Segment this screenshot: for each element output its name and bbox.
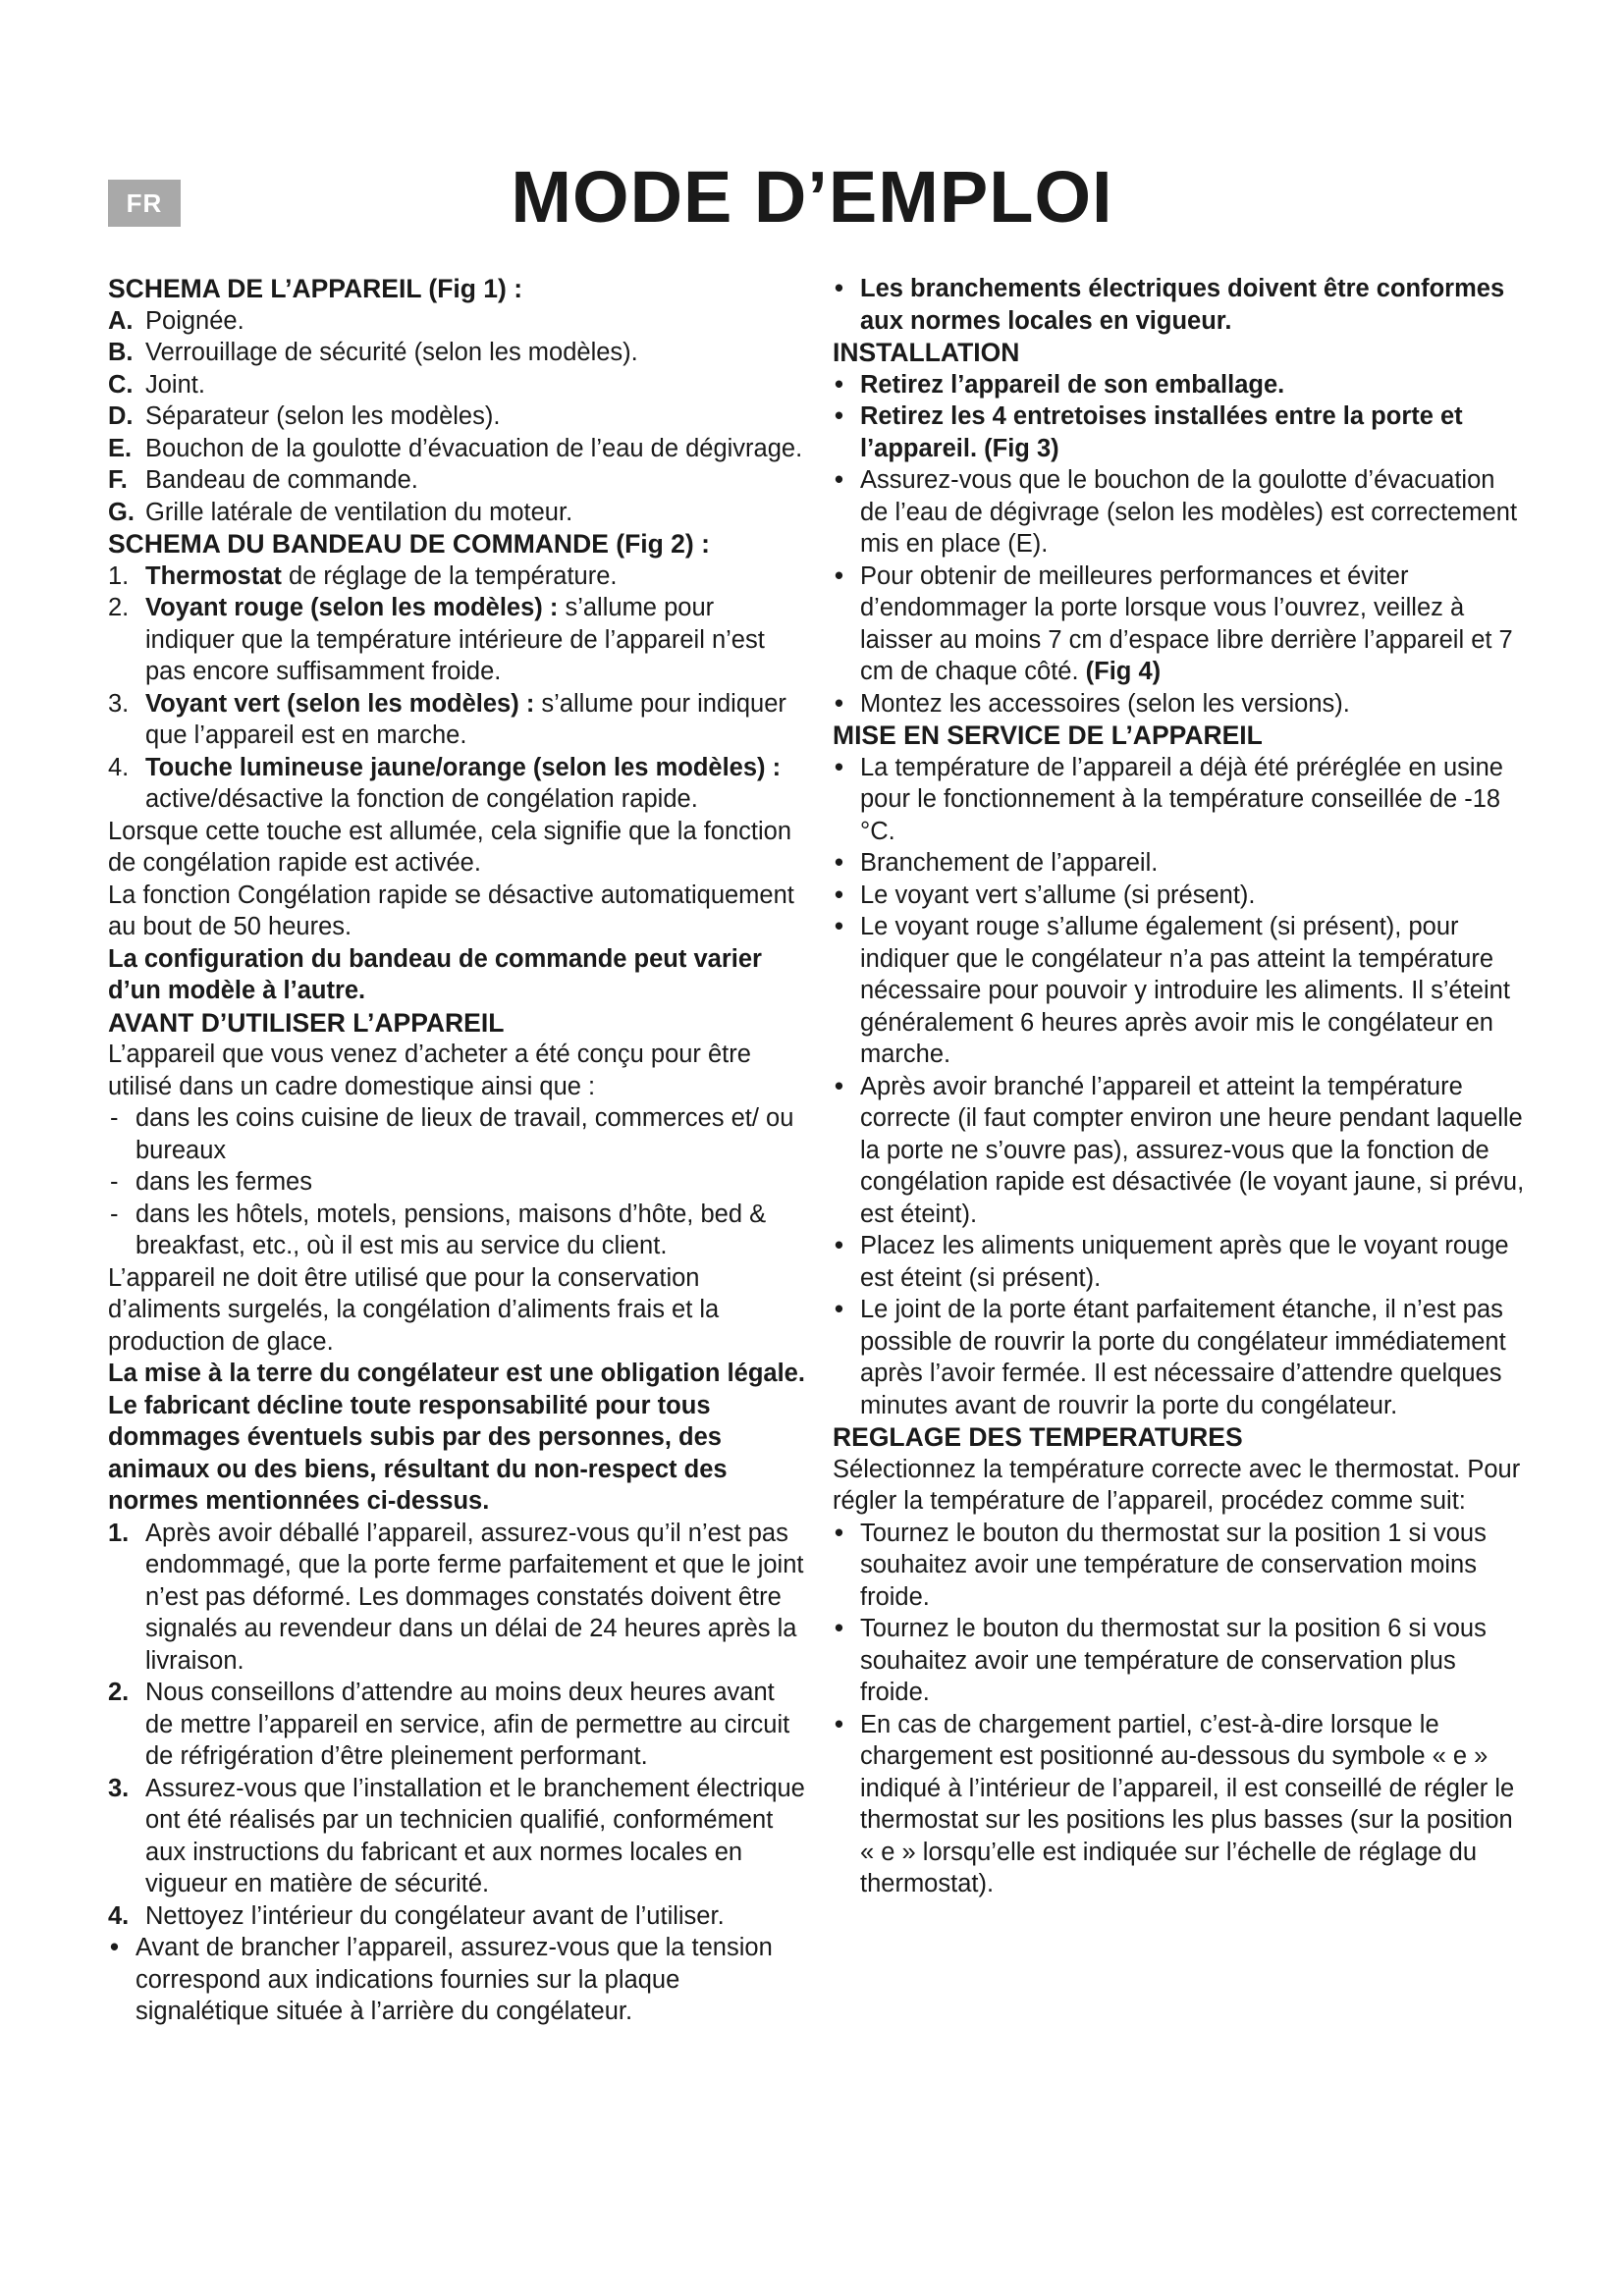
item-letter: E. <box>108 434 133 462</box>
bullet-marker: • <box>835 913 843 940</box>
bullet-marker: • <box>835 561 843 590</box>
paragraph: Lorsque cette touche est allumée, cela signifie que la fonction de congélation rapide est activée. <box>108 817 792 877</box>
item-text: Avant de brancher l’appareil, assurez-vous que la tension correspond aux indications fournies sur la plaque signalétique située à l’arrière du congélateur. <box>135 1934 773 2025</box>
item-bold: Voyant rouge (selon les modèles) : <box>145 594 559 621</box>
bullet-marker: • <box>835 466 843 494</box>
item-number: 1. <box>108 561 130 590</box>
item-letter: D. <box>108 402 134 430</box>
right-column <box>833 273 1526 1900</box>
list-item <box>108 561 807 593</box>
item-text: s’allume pour indiquer que l’appareil est en marche. <box>145 689 786 749</box>
item-number: 2. <box>108 1679 130 1706</box>
section-title-installation: INSTALLATION <box>833 338 1020 367</box>
bullet-marker: • <box>835 402 843 430</box>
page-title: MODE D’EMPLOI <box>511 156 1113 238</box>
list-item <box>108 433 807 465</box>
bullet-marker: • <box>835 1615 843 1642</box>
item-text: Joint. <box>145 370 205 399</box>
item-text: Nous conseillons d’attendre au moins deux heures avant de mettre l’appareil en service, afin de permettre au circuit de réfrigération d’être pleinement performant. <box>145 1679 790 1770</box>
list-item <box>833 1709 1526 1900</box>
list-item <box>108 337 807 369</box>
list-item <box>833 1613 1526 1709</box>
item-text: Pour obtenir de meilleures performances et éviter d’endommager la porte lorsque vous l’ouvrez, veillez à laisser au moins 7 cm d’espace libre derrière l’appareil et 7 cm de chaque côté. <box>860 561 1513 685</box>
list-item <box>108 305 807 338</box>
item-letter: C. <box>108 370 134 399</box>
section-title-mise-en-service: MISE EN SERVICE DE L’APPAREIL <box>833 721 1263 750</box>
list-item <box>833 752 1526 848</box>
item-number: 4. <box>108 753 130 781</box>
bullet-marker: • <box>835 1072 843 1100</box>
item-text: Placez les aliments uniquement après que le voyant rouge est éteint (si présent). <box>860 1232 1509 1292</box>
item-text: Séparateur (selon les modèles). <box>145 402 501 430</box>
list-item <box>108 1932 807 2028</box>
list-item <box>833 911 1526 1071</box>
paragraph: L’appareil que vous venez d’acheter a été conçu pour être utilisé dans un cadre domestique ainsi que : <box>108 1041 751 1100</box>
item-number: 1. <box>108 1519 130 1547</box>
list-item <box>833 400 1526 464</box>
list-item <box>108 1102 807 1166</box>
bullet-marker: • <box>835 275 843 302</box>
item-bold: Thermostat <box>145 561 282 590</box>
list-item <box>833 847 1526 880</box>
electrical-notice <box>833 273 1526 337</box>
bold-note: La configuration du bandeau de commande peut varier d’un modèle à l’autre. <box>108 944 762 1004</box>
temperature-list <box>833 1518 1526 1900</box>
item-text: Bouchon de la goulotte d’évacuation de l’eau de dégivrage. <box>145 434 803 462</box>
list-item <box>833 1230 1526 1294</box>
bullet-marker: • <box>835 1519 843 1547</box>
bullet-marker: • <box>835 370 843 399</box>
item-bold: Voyant vert (selon les modèles) : <box>145 689 535 718</box>
appliance-parts-list <box>108 305 807 529</box>
list-item <box>108 464 807 497</box>
item-number: 2. <box>108 594 130 621</box>
item-text: dans les hôtels, motels, pensions, maisons d’hôte, bed & breakfast, etc., où il est mis au service du client. <box>135 1200 767 1259</box>
section-title-schema-bandeau: SCHEMA DU BANDEAU DE COMMANDE (Fig 2) : <box>108 529 710 559</box>
item-text: Le voyant rouge s’allume également (si présent), pour indiquer que le congélateur n’a pas atteint la température nécessaire pour pouvoir y introduire les aliments. Il s’éteint généralement 6 heures après avoir mis le congélateur en marche. <box>860 913 1510 1068</box>
list-item <box>833 1294 1526 1421</box>
list-item <box>108 1773 807 1900</box>
bullet-marker: • <box>835 689 843 718</box>
item-text: Tournez le bouton du thermostat sur la position 6 si vous souhaitez avoir une température de conservation plus froide. <box>860 1615 1487 1706</box>
list-item <box>108 592 807 688</box>
list-item <box>833 1518 1526 1614</box>
left-column <box>108 273 807 2028</box>
list-item <box>833 1071 1526 1231</box>
item-text: Retirez les 4 entretoises installées entre la porte et l’appareil. (Fig 3) <box>860 402 1463 462</box>
language-badge: FR <box>108 180 181 227</box>
item-text: Branchement de l’appareil. <box>860 849 1159 877</box>
list-item <box>833 688 1526 721</box>
list-item <box>108 1900 807 1933</box>
list-item <box>833 369 1526 401</box>
item-text: Tournez le bouton du thermostat sur la position 1 si vous souhaitez avoir une température de conservation moins froide. <box>860 1519 1487 1611</box>
bullet-marker: • <box>835 753 843 781</box>
usage-places-list <box>108 1102 807 1262</box>
bullet-marker: • <box>835 1232 843 1259</box>
item-text: Nettoyez l’intérieur du congélateur avant de l’utiliser. <box>145 1901 725 1930</box>
item-text: de réglage de la température. <box>281 561 618 590</box>
warning-text: La mise à la terre du congélateur est une obligation légale. Le fabricant décline toute responsabilité pour tous dommages éventuels subis par des personnes, des animaux ou des biens, résultant du non-respect des normes mentionnées ci-dessus. <box>108 1360 805 1515</box>
item-letter: G. <box>108 498 135 526</box>
dash-marker: - <box>110 1104 119 1132</box>
item-text: dans les coins cuisine de lieux de travail, commerces et/ ou bureaux <box>135 1104 794 1164</box>
item-text: s’allume pour indiquer que la température intérieure de l’appareil n’est pas encore suffisamment froide. <box>145 594 765 685</box>
bullet-marker: • <box>835 881 843 909</box>
item-text: Retirez l’appareil de son emballage. <box>860 370 1285 399</box>
bullet-marker: • <box>835 849 843 877</box>
paragraph: L’appareil ne doit être utilisé que pour la conservation d’aliments surgelés, la congélation d’aliments frais et la production de glace. <box>108 1263 720 1356</box>
startup-list <box>833 752 1526 1422</box>
list-item <box>108 1166 807 1199</box>
list-item <box>108 497 807 529</box>
list-item <box>833 464 1526 561</box>
item-text: Verrouillage de sécurité (selon les modèles). <box>145 339 638 366</box>
item-text: Après avoir branché l’appareil et atteint la température correcte (il faut compter environ une heure pendant laquelle la porte ne s’ouvre pas), assurez-vous que la fonction de congélation rapide est désactivée (le voyant jaune, si prévu, est éteint). <box>860 1072 1525 1228</box>
list-item <box>108 1199 807 1262</box>
item-bold: Touche lumineuse jaune/orange (selon les modèles) : <box>145 753 782 781</box>
dash-marker: - <box>110 1168 119 1196</box>
item-text: Le voyant vert s’allume (si présent). <box>860 881 1256 909</box>
item-text: Les branchements électriques doivent être conformes aux normes locales en vigueur. <box>860 275 1505 335</box>
paragraph: Sélectionnez la température correcte avec le thermostat. Pour régler la température de l’appareil, procédez comme suit: <box>833 1455 1521 1515</box>
item-number: 3. <box>108 689 130 718</box>
figure-reference: (Fig 4) <box>1085 658 1162 685</box>
list-item <box>833 561 1526 688</box>
list-item <box>108 688 807 752</box>
section-title-reglage: REGLAGE DES TEMPERATURES <box>833 1422 1243 1452</box>
item-number: 3. <box>108 1774 130 1802</box>
item-letter: F. <box>108 466 128 494</box>
dash-marker: - <box>110 1200 119 1228</box>
item-number: 4. <box>108 1901 130 1930</box>
item-text: La température de l’appareil a déjà été préréglée en usine pour le fonctionnement à la température conseillée de -18 °C. <box>860 753 1503 845</box>
section-title-avant: AVANT D’UTILISER L’APPAREIL <box>108 1007 505 1038</box>
list-item <box>108 752 807 816</box>
paragraph: La fonction Congélation rapide se désactive automatiquement au bout de 50 heures. <box>108 881 794 940</box>
list-item <box>108 400 807 433</box>
item-text: Poignée. <box>145 306 244 335</box>
item-text: Grille latérale de ventilation du moteur. <box>145 498 573 526</box>
list-item <box>833 880 1526 912</box>
bullet-marker: • <box>835 1296 843 1323</box>
control-panel-list <box>108 561 807 816</box>
steps-list <box>108 1518 807 2028</box>
item-text: Montez les accessoires (selon les versions). <box>860 689 1350 718</box>
item-text: Bandeau de commande. <box>145 466 418 494</box>
bullet-marker: • <box>110 1934 119 1961</box>
item-text: active/désactive la fonction de congélation rapide. <box>145 785 698 813</box>
item-text: Assurez-vous que le bouchon de la goulotte d’évacuation de l’eau de dégivrage (selon les modèles) est correctement mis en place (E). <box>860 466 1518 558</box>
list-item <box>108 1677 807 1773</box>
item-text: Assurez-vous que l’installation et le branchement électrique ont été réalisés par un technicien qualifié, conformément aux instructions du fabricant et aux normes locales en vigueur en matière de sécurité. <box>145 1774 805 1897</box>
item-letter: A. <box>108 306 134 335</box>
list-item <box>108 369 807 401</box>
section-title-schema-appareil: SCHEMA DE L’APPAREIL (Fig 1) : <box>108 274 523 303</box>
bullet-marker: • <box>835 1710 843 1738</box>
item-letter: B. <box>108 339 134 366</box>
list-item <box>108 1518 807 1678</box>
item-text: Le joint de la porte étant parfaitement étanche, il n’est pas possible de rouvrir la porte du congélateur immédiatement après l’avoir fermée. Il est nécessaire d’attendre quelques minutes avant de rouvrir la porte du congélateur. <box>860 1296 1506 1419</box>
item-text: dans les fermes <box>135 1168 312 1196</box>
item-text: Après avoir déballé l’appareil, assurez-vous qu’il n’est pas endommagé, que la porte ferme parfaitement et que le joint n’est pas déformé. Les dommages constatés doivent être signalés au revendeur dans un délai de 24 heures après la livraison. <box>145 1519 804 1675</box>
installation-list <box>833 369 1526 721</box>
item-text: En cas de chargement partiel, c’est-à-dire lorsque le chargement est positionné au-dessous du symbole « e » indiqué à l’intérieur de l’appareil, il est conseillé de régler le thermostat sur les positions les plus basses (sur la position « e » lorsqu’elle est indiquée sur l’échelle de réglage du thermostat). <box>860 1710 1515 1897</box>
